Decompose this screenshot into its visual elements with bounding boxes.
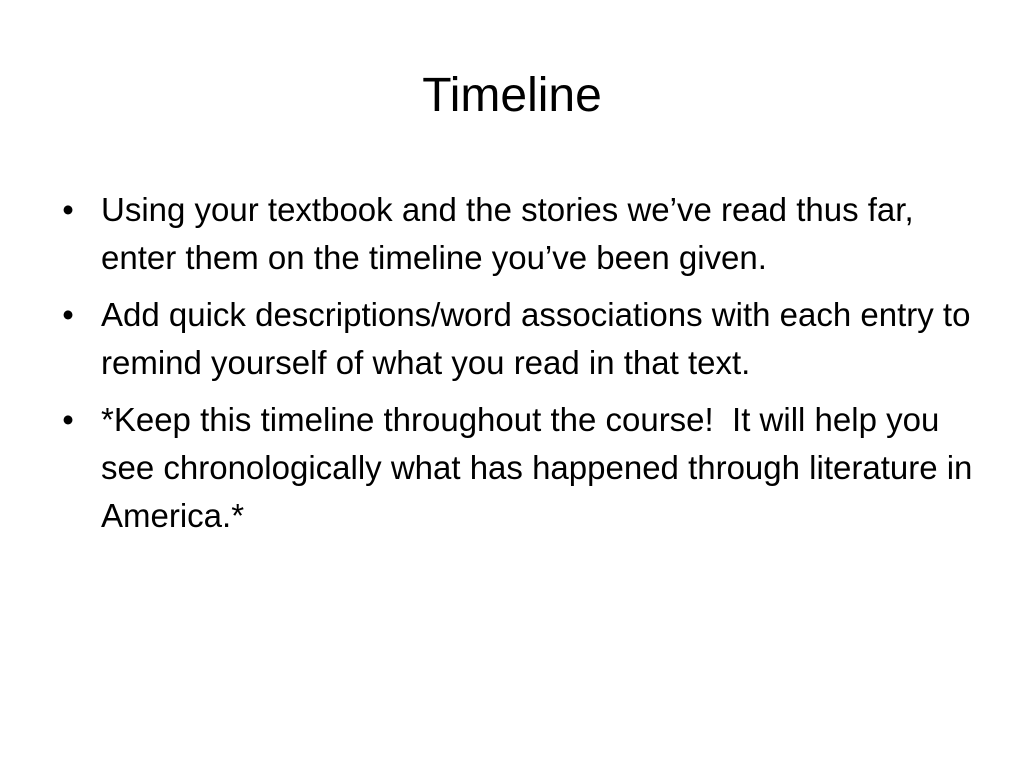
- bullet-icon: •: [62, 401, 74, 438]
- bullet-list: [58, 186, 978, 549]
- bullet-icon: •: [62, 296, 74, 333]
- slide-title: Timeline: [422, 69, 602, 122]
- bullet-icon: •: [62, 191, 74, 228]
- bullet-item: [58, 186, 978, 282]
- bullet-text: *Keep this timeline throughout the course! It will help you see chronologically what has happened through literature in America.*: [101, 401, 980, 534]
- bullet-text: Using your textbook and the stories we’ve read thus far, enter them on the timeline you’ve been given.: [101, 191, 914, 276]
- bullet-item: [58, 291, 978, 387]
- bullet-text: Add quick descriptions/word associations with each entry to remind yourself of what you read in that text.: [101, 296, 971, 381]
- bullet-item: [58, 396, 978, 540]
